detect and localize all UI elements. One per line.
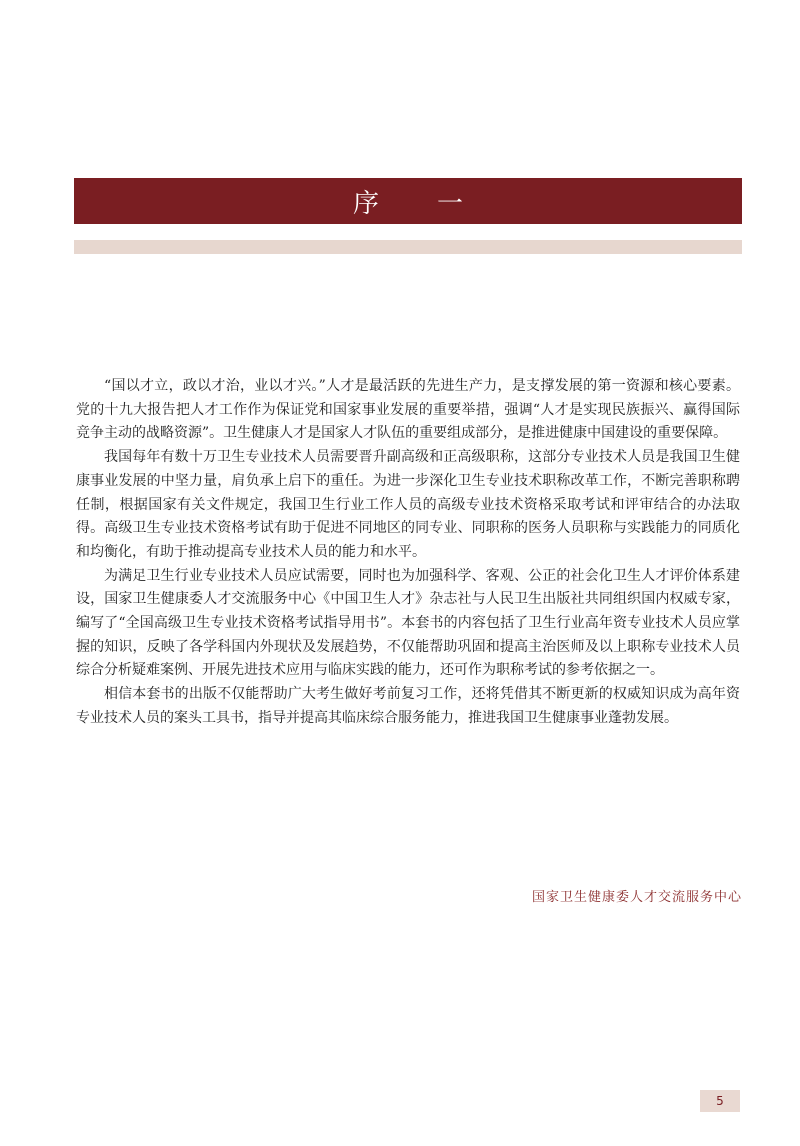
page-title: 序一	[352, 188, 521, 219]
paragraph-4: 相信本套书的出版不仅能帮助广大考生做好考前复习工作，还将凭借其不断更新的权威知识成为高年资专业技术人员的案头工具书，指导并提高其临床综合服务能力，推进我国卫生健康事业蓬勃发展。	[76, 686, 740, 726]
title-banner	[74, 178, 742, 224]
page-number-badge	[700, 1090, 740, 1112]
signature: 国家卫生健康委人才交流服务中心	[531, 890, 742, 905]
paragraph-1: “国以才立，政以才治，业以才兴。”人才是最活跃的先进生产力，是支撑发展的第一资源和核心要素。党的十九大报告把人才工作作为保证党和国家事业发展的重要举措，强调“人才是实现民族振兴、赢得国际竞争主动的战略资源”。卫生健康人才是国家人才队伍的重要组成部分，是推进健康中国建设的重要保障。	[76, 378, 740, 442]
preface-body	[76, 375, 740, 731]
title-underbar	[74, 240, 742, 254]
paragraph-3: 为满足卫生行业专业技术人员应试需要，同时也为加强科学、客观、公正的社会化卫生人才评价体系建设，国家卫生健康委人才交流服务中心《中国卫生人才》杂志社与人民卫生出版社共同组织国内权威专家，编写了“全国高级卫生专业技术资格考试指导用书”。本套书的内容包括了卫生行业高年资专业技术人员应掌握的知识，反映了各学科国内外现状及发展趋势，不仅能帮助巩固和提高主治医师及以上职称专业技术人员综合分析疑难案例、开展先进技术应用与临床实践的能力，还可作为职称考试的参考依据之一。	[76, 567, 740, 679]
page-number: 5	[716, 1094, 724, 1108]
paragraph-2: 我国每年有数十万卫生专业技术人员需要晋升副高级和正高级职称，这部分专业技术人员是我国卫生健康事业发展的中坚力量，肩负承上启下的重任。为进一步深化卫生专业技术职称改革工作，不断完善职称聘任制，根据国家有关文件规定，我国卫生行业工作人员的高级专业技术资格采取考试和评审结合的办法取得。高级卫生专业技术资格考试有助于促进不同地区的同专业、同职称的医务人员职称与实践能力的同质化和均衡化，有助于推动提高专业技术人员的能力和水平。	[76, 449, 740, 560]
